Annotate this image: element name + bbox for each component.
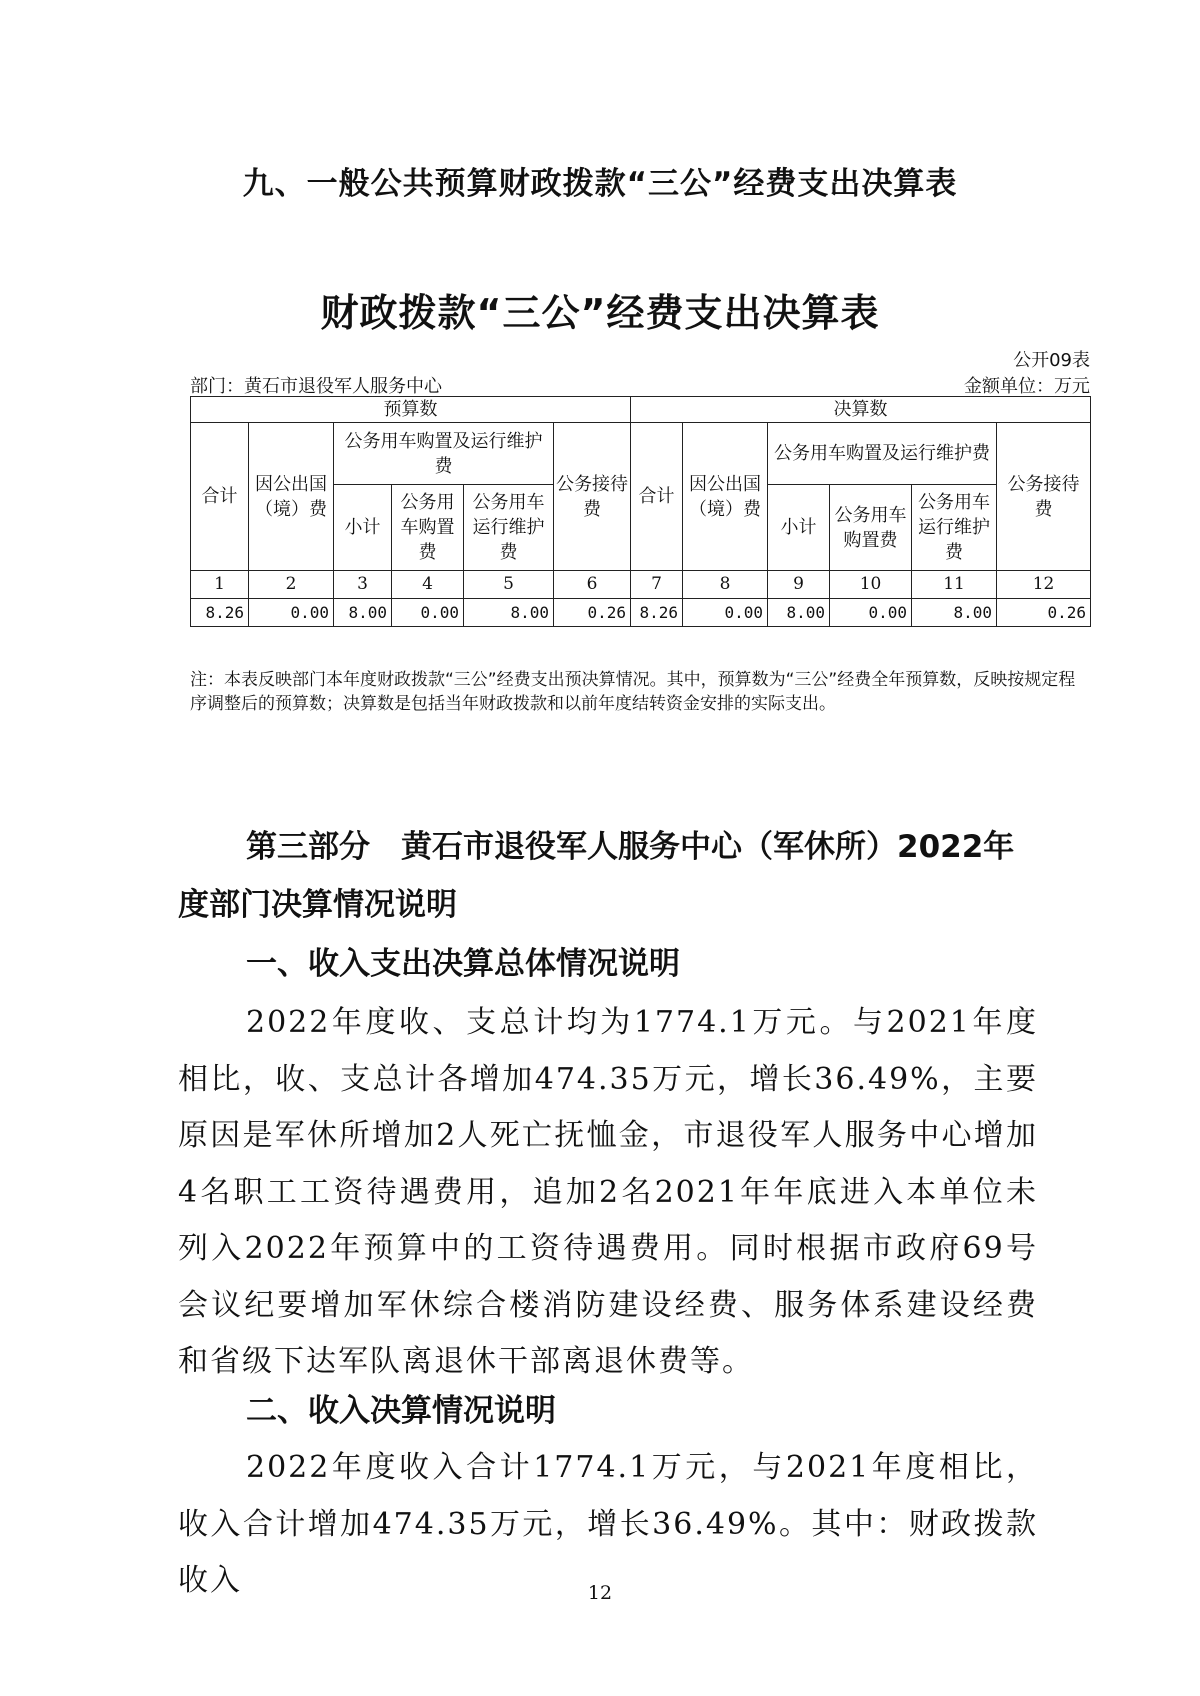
final-group-header: 决算数 xyxy=(631,397,1091,423)
expenditure-table xyxy=(190,396,1091,627)
header-abroad: 因公出国（境）费 xyxy=(683,423,768,571)
table-code: 公开09表 xyxy=(1013,350,1090,371)
column-number: 2 xyxy=(249,571,334,599)
value-cell: 8.00 xyxy=(768,599,830,627)
section-1-title: 一、收入支出决算总体情况说明 xyxy=(246,946,680,982)
department-label: 部门：黄石市退役军人服务中心 xyxy=(190,376,442,397)
table-note: 注：本表反映部门本年度财政拨款“三公”经费支出预决算情况。其中，预算数为“三公”经费全年预算数，反映按规定程序调整后的预算数；决算数是包括当年财政拨款和以前年度结转资金安排的实际支出。 xyxy=(190,670,1076,714)
section-heading: 九、一般公共预算财政拨款“三公”经费支出决算表 xyxy=(242,166,958,202)
value-cell: 0.00 xyxy=(830,599,912,627)
value-cell: 8.00 xyxy=(912,599,997,627)
budget-group-header: 预算数 xyxy=(191,397,631,423)
value-cell: 8.26 xyxy=(631,599,683,627)
column-number: 10 xyxy=(830,571,912,599)
header-car: 公务用车购置及运行维护费 xyxy=(334,423,554,485)
value-cell: 8.26 xyxy=(191,599,249,627)
value-cell: 0.26 xyxy=(997,599,1091,627)
value-cell: 0.26 xyxy=(554,599,631,627)
page-number: 12 xyxy=(587,1582,613,1604)
value-cell: 8.00 xyxy=(334,599,392,627)
header-abroad: 因公出国（境）费 xyxy=(249,423,334,571)
column-number: 3 xyxy=(334,571,392,599)
column-number: 12 xyxy=(997,571,1091,599)
column-number: 9 xyxy=(768,571,830,599)
header-car-operation: 公务用车运行维护费 xyxy=(464,485,554,571)
section-1-paragraph: 2022年度收、支总计均为1774.1万元。与2021年度相比，收、支总计各增加474.35万元，增长36.49%，主要原因是军休所增加2人死亡抚恤金，市退役军人服务中心增加4名职工工资待遇费用，追加2名2021年年底进入本单位未列入2022年预算中的工资待遇费用。同时根据市政府69号会议纪要增加军休综合楼消防建设经费、服务体系建设经费和省级下达军队离退休干部离退休费等。 xyxy=(178,1005,1038,1379)
section-2-paragraph: 2022年度收入合计1774.1万元，与2021年度相比，收入合计增加474.35万元，增长36.49%。其中：财政拨款收入 xyxy=(178,1450,1038,1598)
header-total: 合计 xyxy=(631,423,683,571)
value-cell: 0.00 xyxy=(683,599,768,627)
column-number: 11 xyxy=(912,571,997,599)
header-reception: 公务接待费 xyxy=(554,423,631,571)
header-total: 合计 xyxy=(191,423,249,571)
value-cell: 0.00 xyxy=(392,599,464,627)
part-title: 第三部分 黄石市退役军人服务中心（军休所）2022年度部门决算情况说明 xyxy=(178,829,1015,923)
column-number: 6 xyxy=(554,571,631,599)
column-number: 7 xyxy=(631,571,683,599)
table-title: 财政拨款“三公”经费支出决算表 xyxy=(320,291,880,335)
column-number: 5 xyxy=(464,571,554,599)
unit-label: 金额单位：万元 xyxy=(964,376,1090,397)
header-reception: 公务接待费 xyxy=(997,423,1091,571)
header-car-operation: 公务用车运行维护费 xyxy=(912,485,997,571)
column-number: 1 xyxy=(191,571,249,599)
value-cell: 8.00 xyxy=(464,599,554,627)
header-subtotal: 小计 xyxy=(334,485,392,571)
header-subtotal: 小计 xyxy=(768,485,830,571)
value-cell: 0.00 xyxy=(249,599,334,627)
column-number: 4 xyxy=(392,571,464,599)
header-car-purchase: 公务用车购置费 xyxy=(392,485,464,571)
header-car: 公务用车购置及运行维护费 xyxy=(768,423,997,485)
column-number: 8 xyxy=(683,571,768,599)
section-2-title: 二、收入决算情况说明 xyxy=(246,1393,556,1429)
header-car-purchase: 公务用车购置费 xyxy=(830,485,912,571)
